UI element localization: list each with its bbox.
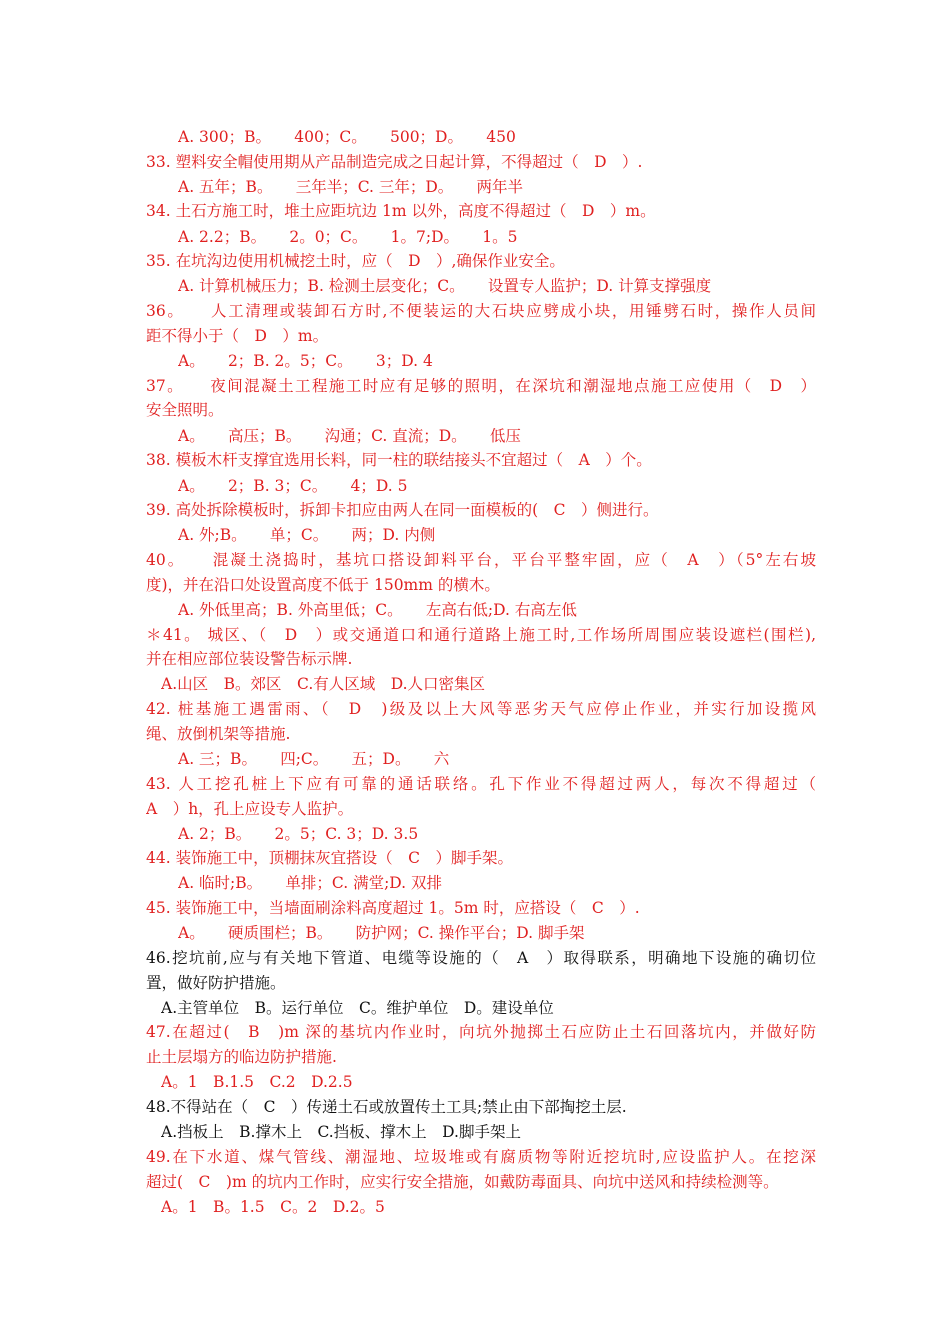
q41-options: A.山区 B。郊区 C.有人区域 D.人口密集区 [161,675,486,693]
q43-question-line2: A ）h，孔上应设专人监护。 [146,800,354,818]
q40-options: A. 外低里高；B. 外高里低；C。 左高右低;D. 右高左低 [178,601,577,619]
q39-question: 39. 高处拆除模板时，拆卸卡扣应由两人在同一面模板的( C ）侧进行。 [146,501,659,519]
q46-options: A.主管单位 B。运行单位 C。维护单位 D。建设单位 [161,999,554,1017]
q46-question-line2: 置，做好防护措施。 [146,974,286,992]
q33-question: 33. 塑料安全帽使用期从产品制造完成之日起计算，不得超过（ D ）. [146,153,643,171]
q36-options: A。 2；B. 2。5；C。 3；D. 4 [178,352,433,370]
q47-question-line1: 47.在超过( B )m 深的基坑内作业时，向坑外抛掷土石应防止土石回落坑内，并做好防 [146,1023,816,1041]
q34-options: A. 2.2；B。 2。0；C。 1。7;D。 1。5 [178,228,518,246]
q43-options: A. 2；B。 2。5；C. 3；D. 3.5 [178,825,419,843]
q32-options: A. 300；B。 400；C。 500；D。 450 [178,128,516,146]
q34-question: 34. 土石方施工时，堆土应距坑边 1m 以外，高度不得超过（ D ）m。 [146,202,656,220]
q36-question-line2: 距不得小于（ D ）m。 [146,327,329,345]
q48-options: A.挡板上 B.撑木上 C.挡板、撑木上 D.脚手架上 [161,1123,521,1141]
q38-question: 38. 模板木杆支撑宜选用长料，同一柱的联结接头不宜超过（ A ）个。 [146,451,652,469]
q40-question-line1: 40。 混凝土浇捣时，基坑口搭设卸料平台，平台平整牢固，应（ A ）（5°左右坡 [146,551,816,569]
q41-question-line2: 并在相应部位装设警告标示牌. [146,650,353,668]
q33-options: A. 五年；B。 三年半；C. 三年；D。 两年半 [178,178,524,196]
q38-options: A。 2；B. 3；C。 4；D. 5 [178,477,408,495]
q43-question-line1: 43. 人工挖孔桩上下应有可靠的通话联络。孔下作业不得超过两人，每次不得超过（ [146,775,816,793]
q40-question-line2: 度)，并在沿口处设置高度不低于 150mm 的横木。 [146,576,500,594]
q37-question-line2: 安全照明。 [146,401,224,419]
q49-question-line1: 49.在下水道、煤气管线、潮湿地、垃圾堆或有腐质物等附近挖坑时,应设监护人。在挖深 [146,1148,816,1166]
q49-options: A。1 B。1.5 C。2 D.2。5 [161,1198,385,1216]
q42-question-line2: 绳、放倒机架等措施. [146,725,291,743]
q46-question-line1: 46.挖坑前,应与有关地下管道、电缆等设施的（ A ）取得联系，明确地下设施的确切位 [146,949,816,967]
q45-options: A。 硬质围栏；B。 防护网；C. 操作平台；D. 脚手架 [178,924,585,942]
q47-question-line2: 止土层塌方的临边防护措施. [146,1048,337,1066]
q49-question-line2: 超过( C )m 的坑内工作时，应实行安全措施，如戴防毒面具、向坑中送风和持续检测等。 [146,1173,779,1191]
q42-options: A. 三；B。 四;C。 五；D。 六 [178,750,450,768]
q39-options: A. 外;B。 单；C。 两；D. 内侧 [178,526,436,544]
q45-question: 45. 装饰施工中，当墙面刷涂料高度超过 1。5m 时，应搭设（ C ）. [146,899,640,917]
q42-question-line1: 42. 桩基施工遇雷雨、（ D )级及以上大风等恶劣天气应停止作业，并实行加设揽风 [146,700,816,718]
q37-question-line1: 37。 夜间混凝土工程施工时应有足够的照明，在深坑和潮湿地点施工应使用（ D ） [146,377,816,395]
q48-question: 48.不得站在（ C ）传递土石或放置传土工具;禁止由下部掏挖土层. [146,1098,627,1116]
q37-options: A。 高压；B。 沟通；C. 直流；D。 低压 [178,427,521,445]
q47-options: A。1 B.1.5 C.2 D.2.5 [161,1073,353,1091]
q41-question-line1: ＊41。 城区、（ D ）或交通道口和通行道路上施工时,工作场所周围应装设遮栏(围栏), [146,626,816,644]
q35-question: 35. 在坑沟边使用机械挖土时，应（ D ）,确保作业安全。 [146,252,565,270]
q35-options: A. 计算机械压力；B. 检测土层变化；C。 设置专人监护；D. 计算支撑强度 [178,277,712,295]
q44-question: 44. 装饰施工中，顶棚抹灰宜搭设（ C ）脚手架。 [146,849,513,867]
q36-question-line1: 36。 人工清理或装卸石方时,不便装运的大石块应劈成小块，用锤劈石时，操作人员间 [146,302,816,320]
q44-options: A. 临时;B。 单排；C. 满堂;D. 双排 [178,874,443,892]
